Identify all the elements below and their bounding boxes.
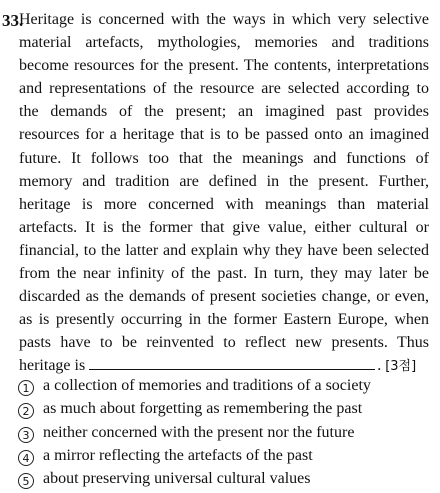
option-marker: 5 xyxy=(18,473,34,489)
passage-line: as is presently occurring in the former Eastern Europe, when xyxy=(19,311,429,329)
option-marker: 1 xyxy=(18,380,34,396)
passage-line: discarded as the demands of present societies change, or even, xyxy=(19,288,429,306)
passage-line: become resources for the present. The contents, interpretations xyxy=(19,57,429,75)
passage-line: heritage is more concerned with meanings than material xyxy=(19,195,429,213)
passage-line: Heritage is concerned with the ways in which very selective xyxy=(19,11,429,28)
option-4[interactable] xyxy=(18,444,371,467)
passage-line: future. It follows too that the meanings and functions of xyxy=(19,149,429,167)
option-text: as much about forgetting as remembering the past xyxy=(43,400,363,418)
option-3[interactable] xyxy=(18,421,371,444)
option-2[interactable] xyxy=(18,397,371,420)
option-5[interactable] xyxy=(18,467,371,490)
passage-line: from the near infinity of the past. In turn, they may later be xyxy=(19,265,429,283)
option-text: a collection of memories and traditions of a society xyxy=(43,377,371,394)
option-text: about preserving universal cultural values xyxy=(43,470,311,488)
option-text: a mirror reflecting the artefacts of the past xyxy=(43,446,313,464)
option-marker: 3 xyxy=(18,427,34,443)
question-number: 33. xyxy=(2,11,24,30)
passage-line: the demands of the present; an imagined past provides xyxy=(19,103,429,121)
option-text: neither concerned with the present nor the future xyxy=(43,423,355,441)
points-label: [3점] xyxy=(385,359,417,375)
passage-line: pasts have to be reinvented to reflect new presents. Thus xyxy=(19,334,429,352)
passage-line: artefacts. It is the former that give value, either cultural or xyxy=(19,218,429,236)
final-line-start: heritage is xyxy=(19,357,86,375)
answer-blank xyxy=(89,354,375,370)
option-marker: 2 xyxy=(18,403,34,419)
final-line-end: . xyxy=(377,357,382,375)
passage-line: memory and tradition are defined in the present. Further, xyxy=(19,172,429,190)
passage-line: and representations of the resource are selected according to xyxy=(19,80,429,98)
option-marker: 4 xyxy=(18,450,34,466)
passage xyxy=(19,8,429,378)
passage-line: resources for a heritage that is to be passed onto an imagined xyxy=(19,126,429,144)
passage-line: material artefacts, mythologies, memories and traditions xyxy=(19,34,429,52)
answer-options xyxy=(18,374,371,490)
passage-line: financial, to the latter and explain why they have been selected xyxy=(19,241,429,259)
option-1[interactable] xyxy=(18,374,371,397)
